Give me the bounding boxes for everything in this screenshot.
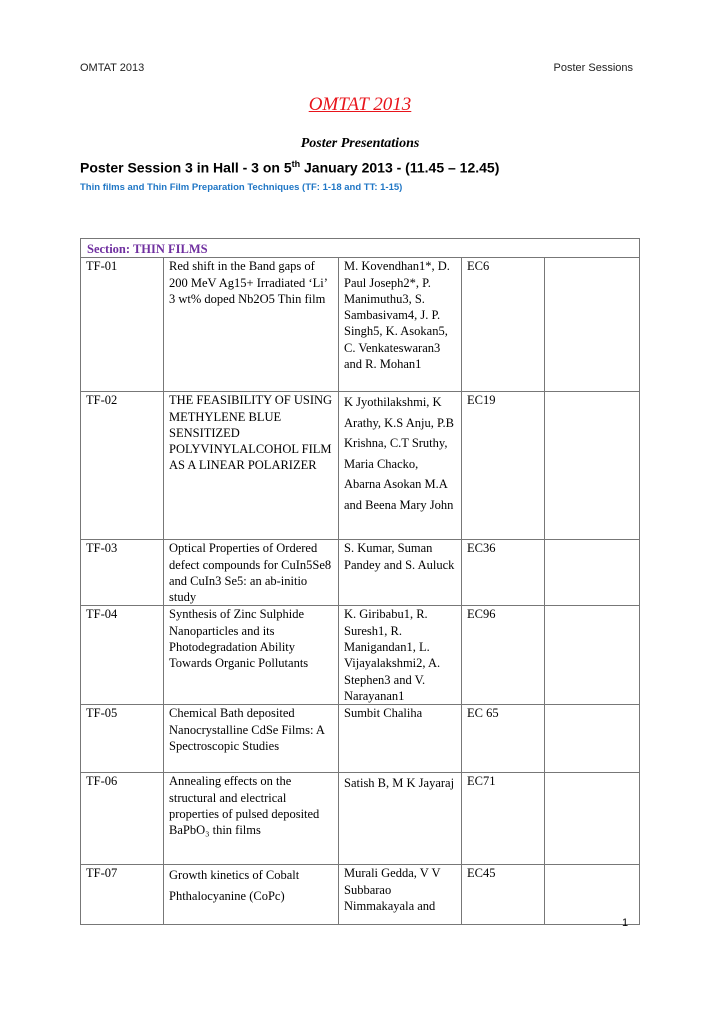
poster-authors: S. Kumar, Suman Pandey and S. Auluck xyxy=(339,540,462,606)
poster-authors: K Jyothilakshmi, K Arathy, K.S Anju, P.B Krishna, C.T Sruthy, Maria Chacko, Abarna Asokan M.A and Beena Mary John xyxy=(339,392,462,540)
table-row xyxy=(81,606,640,705)
poster-title: Synthesis of Zinc Sulphide Nanoparticles and its Photodegradation Ability Towards Organic Pollutants xyxy=(164,606,339,705)
poster-code: EC 65 xyxy=(462,705,545,773)
table-row xyxy=(81,392,640,540)
table-row xyxy=(81,705,640,773)
header-right: Poster Sessions xyxy=(553,62,633,74)
poster-extra xyxy=(545,258,640,392)
header-left: OMTAT 2013 xyxy=(80,62,145,74)
topic-line: Thin films and Thin Film Preparation Techniques (TF: 1-18 and TT: 1-15) xyxy=(80,182,403,193)
page-title: OMTAT 2013 xyxy=(308,94,412,115)
poster-title: Chemical Bath deposited Nanocrystalline CdSe Films: A Spectroscopic Studies xyxy=(164,705,339,773)
poster-extra xyxy=(545,392,640,540)
poster-authors: M. Kovendhan1*, D. Paul Joseph2*, P. Manimuthu3, S. Sambasivam4, J. P. Singh5, K. Asokan5, C. Venkateswaran3 and R. Mohan1 xyxy=(339,258,462,392)
poster-title: Annealing effects on the structural and electrical properties of pulsed deposited BaPbO₃ thin films xyxy=(164,773,339,865)
poster-extra xyxy=(545,540,640,606)
poster-id: TF-07 xyxy=(81,865,164,925)
table-row xyxy=(81,865,640,925)
table-row xyxy=(81,540,640,606)
poster-title: Growth kinetics of Cobalt Phthalocyanine (CoPc) xyxy=(164,865,339,925)
poster-id: TF-02 xyxy=(81,392,164,540)
poster-table xyxy=(80,238,640,925)
poster-code: EC19 xyxy=(462,392,545,540)
poster-id: TF-06 xyxy=(81,773,164,865)
poster-extra xyxy=(545,705,640,773)
poster-title: Red shift in the Band gaps of 200 MeV Ag15+ Irradiated ‘Li’ 3 wt% doped Nb2O5 Thin film xyxy=(164,258,339,392)
section-label: Section: THIN FILMS xyxy=(81,239,640,258)
poster-code: EC96 xyxy=(462,606,545,705)
poster-id: TF-04 xyxy=(81,606,164,705)
session-heading xyxy=(80,159,499,176)
poster-code: EC36 xyxy=(462,540,545,606)
table-row xyxy=(81,773,640,865)
poster-extra xyxy=(545,865,640,925)
poster-authors: K. Giribabu1, R. Suresh1, R. Manigandan1, L. Vijayalakshmi2, A. Stephen3 and V. Narayanan1 xyxy=(339,606,462,705)
poster-authors: Satish B, M K Jayaraj xyxy=(339,773,462,865)
poster-authors: Sumbit Chaliha xyxy=(339,705,462,773)
poster-extra xyxy=(545,773,640,865)
poster-id: TF-03 xyxy=(81,540,164,606)
page-number: 1 xyxy=(622,917,629,929)
session-prefix: Poster Session 3 in Hall - 3 on 5 xyxy=(80,159,292,176)
section-row xyxy=(81,239,640,258)
session-suffix: January 2013 - (11.45 – 12.45) xyxy=(300,159,500,176)
poster-title: THE FEASIBILITY OF USING METHYLENE BLUE SENSITIZED POLYVINYLALCOHOL FILM AS A LINEAR POLARIZER xyxy=(164,392,339,540)
poster-id: TF-01 xyxy=(81,258,164,392)
poster-code: EC71 xyxy=(462,773,545,865)
poster-authors: Murali Gedda, V V Subbarao Nimmakayala and xyxy=(339,865,462,925)
poster-id: TF-05 xyxy=(81,705,164,773)
session-sup: th xyxy=(291,159,301,169)
table-row xyxy=(81,258,640,392)
poster-code: EC45 xyxy=(462,865,545,925)
poster-title: Optical Properties of Ordered defect compounds for CuIn5Se8 and CuIn3 Se5: an ab-initio study xyxy=(164,540,339,606)
poster-code: EC6 xyxy=(462,258,545,392)
poster-extra xyxy=(545,606,640,705)
page-subtitle: Poster Presentations xyxy=(300,136,420,151)
